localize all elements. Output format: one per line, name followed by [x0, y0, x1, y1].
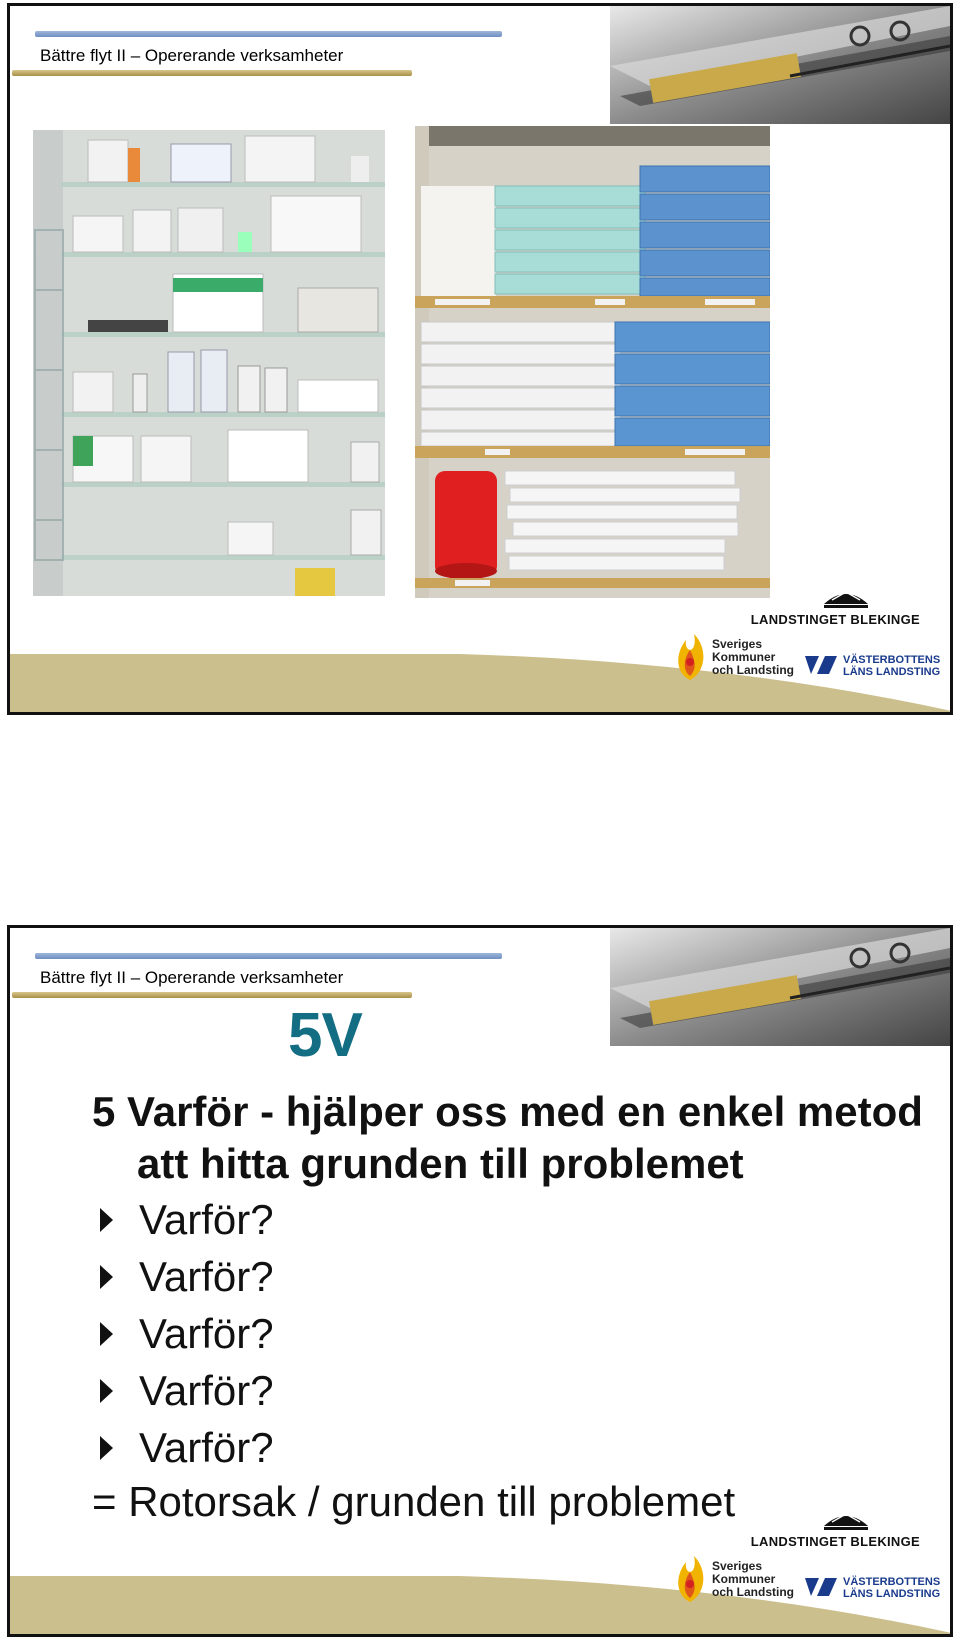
- vasterbotten-logo-line1: VÄSTERBOTTENS: [843, 1576, 941, 1588]
- skl-logo-line2: Kommuner: [712, 650, 776, 664]
- landstinget-blekinge-logo-text: LANDSTINGET BLEKINGE: [750, 612, 920, 627]
- skl-logo: [672, 1554, 802, 1610]
- bullet-triangle-icon: [100, 1322, 113, 1346]
- bullet-triangle-icon: [100, 1436, 113, 1460]
- bullet-text: Varför?: [139, 1310, 274, 1357]
- bullet-text: Varför?: [139, 1196, 274, 1243]
- header-accent-bar-gold: [12, 992, 412, 998]
- bullet-triangle-icon: [100, 1208, 113, 1232]
- vasterbotten-logo-line2: LÄNS LANDSTING: [843, 1588, 941, 1600]
- skl-logo-line3: och Landsting: [712, 1585, 794, 1599]
- vasterbotten-icon: [805, 652, 837, 676]
- header-accent-bar-blue: [35, 31, 502, 37]
- slide-title: 5V: [288, 1001, 362, 1070]
- landstinget-blekinge-icon: [822, 1512, 870, 1534]
- landstinget-blekinge-icon: [822, 590, 870, 612]
- medicine-cabinet-photo: [33, 130, 385, 596]
- linen-storage-photo: [415, 126, 770, 598]
- vasterbotten-logo: [805, 652, 940, 682]
- skl-flame-icon: [672, 632, 708, 682]
- bullet-text: Varför?: [139, 1367, 274, 1414]
- skl-logo-line1: Sveriges: [712, 1559, 763, 1573]
- slide-header: Bättre flyt II – Opererande verksamheter: [40, 46, 344, 65]
- skl-logo-line2: Kommuner: [712, 1572, 776, 1586]
- bullet-triangle-icon: [100, 1379, 113, 1403]
- bullet-text: Varför?: [139, 1424, 274, 1471]
- vasterbotten-icon: [805, 1574, 837, 1598]
- conclusion-text: = Rotorsak / grunden till problemet: [92, 1478, 736, 1525]
- skl-logo-line1: Sveriges: [712, 637, 763, 651]
- logo-group: [670, 1512, 940, 1624]
- header-accent-bar-blue: [35, 953, 502, 959]
- skl-flame-icon: [672, 1554, 708, 1604]
- vasterbotten-logo-line2: LÄNS LANDSTING: [843, 666, 941, 678]
- logo-group: [670, 590, 940, 702]
- slide-2: [7, 925, 953, 1637]
- surgical-instrument-image: [610, 6, 950, 124]
- header-accent-bar-gold: [12, 70, 412, 76]
- lead-text-line-2: att hitta grunden till problemet: [137, 1140, 744, 1187]
- skl-logo: [672, 632, 802, 688]
- lead-text-line-1: 5 Varför - hjälper oss med en enkel metod: [92, 1088, 923, 1135]
- bullet-triangle-icon: [100, 1265, 113, 1289]
- vasterbotten-logo: [805, 1574, 940, 1604]
- slide-1: [7, 3, 953, 715]
- surgical-instrument-image: [610, 928, 950, 1046]
- skl-logo-line3: och Landsting: [712, 663, 794, 677]
- bullet-text: Varför?: [139, 1253, 274, 1300]
- vasterbotten-logo-line1: VÄSTERBOTTENS: [843, 654, 941, 666]
- landstinget-blekinge-logo-text: LANDSTINGET BLEKINGE: [750, 1534, 920, 1549]
- slide-header: Bättre flyt II – Opererande verksamheter: [40, 968, 344, 987]
